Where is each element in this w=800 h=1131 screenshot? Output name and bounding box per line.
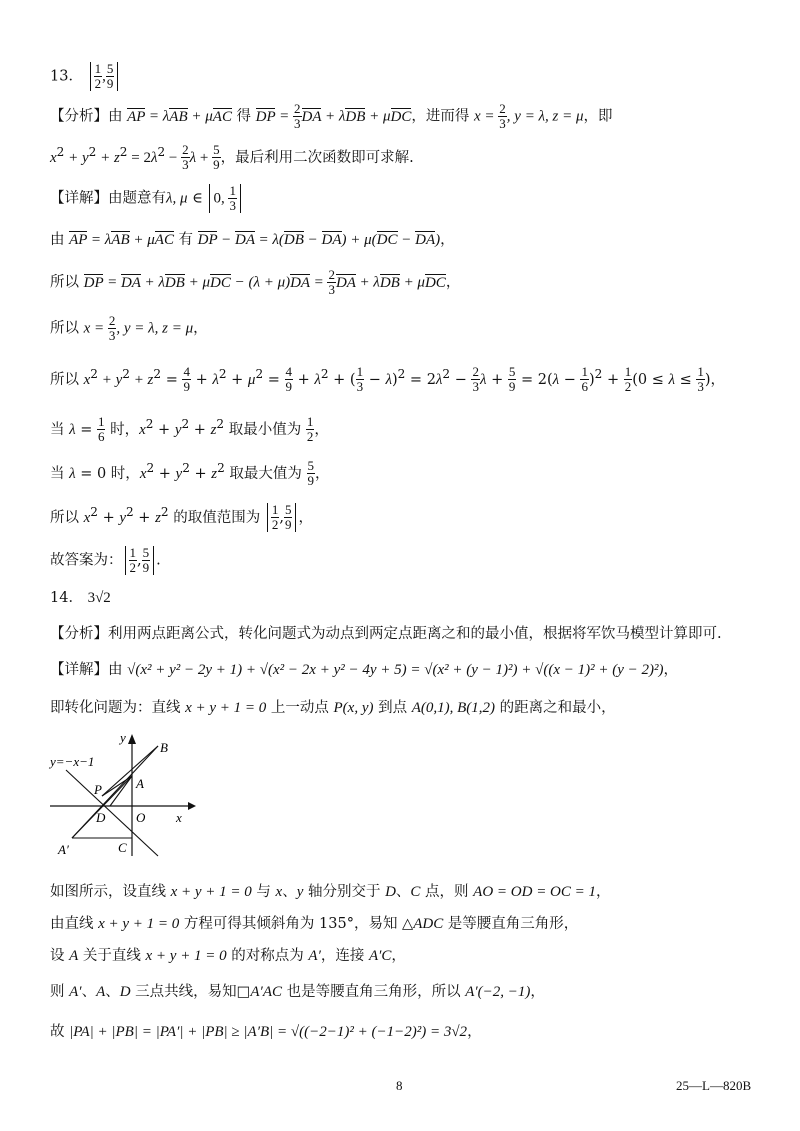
label-y: y bbox=[120, 730, 126, 745]
q13-answer: $\frac{1}{2}$ , $\frac{5}{9}$ bbox=[90, 62, 119, 91]
q14-number: 14． bbox=[50, 590, 83, 606]
q13-detail-1: 【详解】由题意有λ, μ ∈ 0, $\frac{1}{3}$ bbox=[50, 184, 243, 213]
q13-analysis-2: $x^2 + y^2 + z^2 = 2\lambda^2$ − $\frac{2}{3}$ λ + $\frac{5}{9}$ ，最后利用二次函数即可求解. bbox=[50, 142, 414, 173]
q13-analysis: 【分析】由 AP = λAB + μAC 得 DP = $\frac{2}{3}$ DA + λDB + μDC，进而得 x = $\frac{2}{3}$ , y = λ, z = μ，即 bbox=[50, 101, 613, 131]
q13-number: 13． bbox=[50, 68, 83, 85]
q13-detail-9: 故答案为： $\frac{1}{2}$ , $\frac{5}{9}$ . bbox=[50, 545, 161, 575]
label-c: C bbox=[118, 840, 127, 855]
label-d: D bbox=[96, 810, 106, 825]
label-b: B bbox=[160, 740, 168, 755]
label-o: O bbox=[136, 810, 146, 825]
q13-detail-3: 所以 DP = DA + λDB + μDC − (λ + μ)DA = $\frac{2}{3}$ DA + λDB + μDC， bbox=[50, 267, 461, 297]
q13-detail-5: 所以 $x^2 + y^2 + z^2$ = $\frac{4}{9}$ + $\lambda^2 + \mu^2$ = $\frac{4}{9}$ + $\lambda^2$ + ( $\frac{1}{3}$ − $\lambda)^2 = 2\lambda^2$ − $\frac{2}{3}$ λ + $\frac{5}{9}$ = 2(λ − $\frac{1}{6}$ )$^2$ + $\frac{1}{2}$ (0 ≤ λ ≤ $\frac{1}{3}$ )， bbox=[50, 364, 726, 395]
q14-detail-label: 【详解】 bbox=[50, 662, 108, 678]
q13-analysis-label: 【分析】 bbox=[50, 108, 108, 125]
line-label: y=−x−1 bbox=[50, 754, 95, 769]
q14-detail-1: 【详解】由 √(x² + y² − 2y + 1) + √(x² − 2x + y² − 4y + 5) = √(x² + (y − 1)²) + √((x − 1)² + (y − 2)²)， bbox=[50, 662, 679, 678]
q13-detail-6: 当 λ = $\frac{1}{6}$ 时，$x^2 + y^2 + z^2$ 取最小值为 $\frac{1}{2}$ ， bbox=[50, 414, 329, 445]
q13-detail-8: 所以 $x^2 + y^2 + z^2$ 的取值范围为 $\frac{1}{2}$ , $\frac{5}{9}$ ， bbox=[50, 502, 313, 533]
q14-detail-3: 如图所示，设直线 x + y + 1 = 0 与 x、y 轴分别交于 D、C 点，则 AO = OD = OC = 1， bbox=[50, 884, 611, 900]
q14-detail-5: 设 A 关于直线 x + y + 1 = 0 的对称点为 A′，连接 A′C， bbox=[50, 948, 406, 964]
q14-detail-6: 则 A′、A、D 三点共线，易知□A′AC 也是等腰直角三角形，所以 A′(−2, −1)， bbox=[50, 984, 545, 1000]
y-axis-arrow bbox=[128, 734, 136, 744]
q13-header bbox=[50, 62, 120, 91]
segment-p-b bbox=[102, 746, 158, 796]
segment-a-prime-a bbox=[72, 776, 132, 838]
segment-a-d bbox=[110, 776, 132, 806]
q13-detail-4: 所以 x = $\frac{2}{3}$ , y = λ, z = μ， bbox=[50, 313, 208, 343]
q13-detail-7: 当 λ = 0 时，$x^2 + y^2 + z^2$ 取最大值为 $\frac{5}{9}$ ， bbox=[50, 458, 330, 489]
q13-detail-2: 由 AP = λAB + μAC 有 DP − DA = λ(DB − DA) + μ(DC − DA)， bbox=[50, 232, 455, 248]
q14-detail-7: 故 |PA| + |PB| = |PA′| + |PB| ≥ |A′B| = √((−2−1)² + (−1−2)²) = 3√2， bbox=[50, 1024, 482, 1040]
q13-detail-label: 【详解】 bbox=[50, 190, 108, 207]
geometry-diagram bbox=[48, 728, 198, 858]
x-axis-arrow bbox=[188, 802, 196, 810]
page-number: 8 bbox=[396, 1078, 403, 1093]
label-p: P bbox=[94, 782, 102, 797]
label-x: x bbox=[176, 810, 182, 825]
q14-answer: 3√2 bbox=[87, 590, 111, 606]
q14-detail-4: 由直线 x + y + 1 = 0 方程可得其倾斜角为 135°，易知 △ADC 是等腰直角三角形， bbox=[50, 916, 579, 932]
segment-p-a bbox=[102, 776, 132, 796]
q14-detail-2: 即转化问题为：直线 x + y + 1 = 0 上一动点 P(x, y) 到点 A(0,1), B(1,2) 的距离之和最小， bbox=[50, 700, 616, 716]
q14-analysis-label: 【分析】 bbox=[50, 626, 108, 642]
label-a: A bbox=[136, 776, 144, 791]
q14-analysis bbox=[50, 624, 722, 644]
q14-analysis-text: 利用两点距离公式，转化问题式为动点到两定点距离之和的最小值，根据将军饮马模型计算即可. bbox=[108, 626, 722, 642]
doc-code: 25—L—820B bbox=[676, 1078, 752, 1093]
q14-header bbox=[50, 588, 111, 608]
label-a-prime: A′ bbox=[58, 842, 69, 857]
